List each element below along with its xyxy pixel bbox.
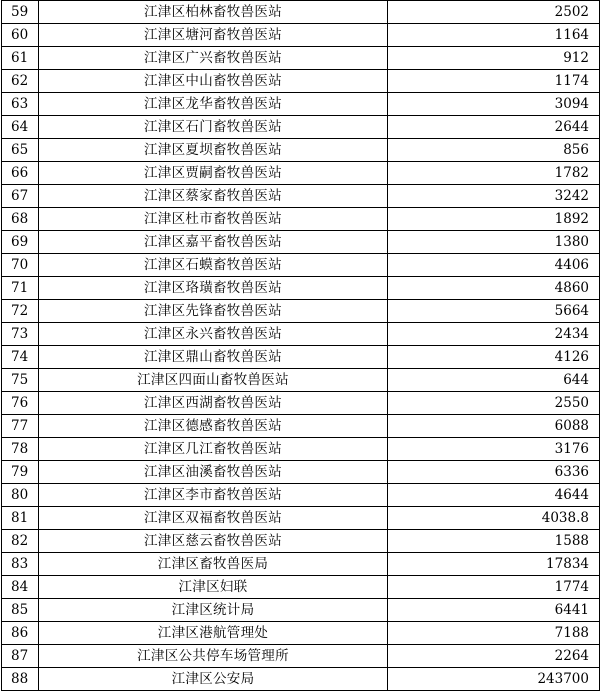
row-number-cell: 78	[2, 438, 39, 461]
row-number-cell: 59	[2, 1, 39, 24]
table-row	[2, 254, 600, 277]
amount-cell: 6441	[388, 599, 600, 622]
row-number-cell: 84	[2, 576, 39, 599]
amount-cell: 1782	[388, 162, 600, 185]
table-row	[2, 461, 600, 484]
table-row	[2, 668, 600, 691]
unit-name-cell: 江津区统计局	[39, 599, 388, 622]
unit-name-cell: 江津区龙华畜牧兽医站	[39, 93, 388, 116]
amount-cell: 3094	[388, 93, 600, 116]
amount-cell: 1164	[388, 24, 600, 47]
table-row	[2, 530, 600, 553]
unit-name-cell: 江津区妇联	[39, 576, 388, 599]
unit-name-cell: 江津区几江畜牧兽医站	[39, 438, 388, 461]
table-row	[2, 346, 600, 369]
amount-cell: 1588	[388, 530, 600, 553]
row-number-cell: 66	[2, 162, 39, 185]
unit-name-cell: 江津区中山畜牧兽医站	[39, 70, 388, 93]
row-number-cell: 60	[2, 24, 39, 47]
unit-name-cell: 江津区柏林畜牧兽医站	[39, 1, 388, 24]
unit-name-cell: 江津区夏坝畜牧兽医站	[39, 139, 388, 162]
row-number-cell: 65	[2, 139, 39, 162]
unit-name-cell: 江津区鼎山畜牧兽医站	[39, 346, 388, 369]
unit-name-cell: 江津区塘河畜牧兽医站	[39, 24, 388, 47]
amount-cell: 5664	[388, 300, 600, 323]
unit-name-cell: 江津区贾嗣畜牧兽医站	[39, 162, 388, 185]
row-number-cell: 72	[2, 300, 39, 323]
table-row	[2, 24, 600, 47]
amount-cell: 1380	[388, 231, 600, 254]
row-number-cell: 68	[2, 208, 39, 231]
table-row	[2, 139, 600, 162]
table-row	[2, 116, 600, 139]
row-number-cell: 81	[2, 507, 39, 530]
amount-cell: 6088	[388, 415, 600, 438]
amount-cell: 2550	[388, 392, 600, 415]
amount-cell: 3242	[388, 185, 600, 208]
data-table	[1, 0, 600, 691]
unit-name-cell: 江津区李市畜牧兽医站	[39, 484, 388, 507]
row-number-cell: 62	[2, 70, 39, 93]
unit-name-cell: 江津区先锋畜牧兽医站	[39, 300, 388, 323]
unit-name-cell: 江津区永兴畜牧兽医站	[39, 323, 388, 346]
row-number-cell: 86	[2, 622, 39, 645]
unit-name-cell: 江津区畜牧兽医局	[39, 553, 388, 576]
unit-name-cell: 江津区珞璜畜牧兽医站	[39, 277, 388, 300]
unit-name-cell: 江津区油溪畜牧兽医站	[39, 461, 388, 484]
unit-name-cell: 江津区港航管理处	[39, 622, 388, 645]
table-row	[2, 208, 600, 231]
table-row	[2, 507, 600, 530]
row-number-cell: 64	[2, 116, 39, 139]
row-number-cell: 63	[2, 93, 39, 116]
row-number-cell: 87	[2, 645, 39, 668]
amount-cell: 2644	[388, 116, 600, 139]
table-row	[2, 323, 600, 346]
table-row	[2, 231, 600, 254]
amount-cell: 4860	[388, 277, 600, 300]
table-row	[2, 484, 600, 507]
table-row	[2, 553, 600, 576]
unit-name-cell: 江津区慈云畜牧兽医站	[39, 530, 388, 553]
amount-cell: 2434	[388, 323, 600, 346]
table-row	[2, 645, 600, 668]
table-row	[2, 392, 600, 415]
amount-cell: 1892	[388, 208, 600, 231]
row-number-cell: 67	[2, 185, 39, 208]
row-number-cell: 76	[2, 392, 39, 415]
row-number-cell: 83	[2, 553, 39, 576]
table-row	[2, 576, 600, 599]
unit-name-cell: 江津区公共停车场管理所	[39, 645, 388, 668]
row-number-cell: 77	[2, 415, 39, 438]
row-number-cell: 79	[2, 461, 39, 484]
table-row	[2, 300, 600, 323]
unit-name-cell: 江津区德感畜牧兽医站	[39, 415, 388, 438]
amount-cell: 3176	[388, 438, 600, 461]
table-row	[2, 70, 600, 93]
amount-cell: 2502	[388, 1, 600, 24]
amount-cell: 6336	[388, 461, 600, 484]
amount-cell: 7188	[388, 622, 600, 645]
data-table-container	[1, 0, 598, 691]
row-number-cell: 82	[2, 530, 39, 553]
unit-name-cell: 江津区四面山畜牧兽医站	[39, 369, 388, 392]
table-row	[2, 1, 600, 24]
table-row	[2, 185, 600, 208]
unit-name-cell: 江津区石门畜牧兽医站	[39, 116, 388, 139]
row-number-cell: 61	[2, 47, 39, 70]
amount-cell: 912	[388, 47, 600, 70]
unit-name-cell: 江津区嘉平畜牧兽医站	[39, 231, 388, 254]
amount-cell: 856	[388, 139, 600, 162]
table-body	[2, 1, 600, 691]
table-row	[2, 47, 600, 70]
unit-name-cell: 江津区西湖畜牧兽医站	[39, 392, 388, 415]
amount-cell: 4126	[388, 346, 600, 369]
amount-cell: 243700	[388, 668, 600, 691]
row-number-cell: 80	[2, 484, 39, 507]
row-number-cell: 85	[2, 599, 39, 622]
table-row	[2, 415, 600, 438]
row-number-cell: 73	[2, 323, 39, 346]
row-number-cell: 75	[2, 369, 39, 392]
table-row	[2, 622, 600, 645]
row-number-cell: 74	[2, 346, 39, 369]
row-number-cell: 71	[2, 277, 39, 300]
unit-name-cell: 江津区石蟆畜牧兽医站	[39, 254, 388, 277]
amount-cell: 4644	[388, 484, 600, 507]
amount-cell: 2264	[388, 645, 600, 668]
table-row	[2, 369, 600, 392]
row-number-cell: 88	[2, 668, 39, 691]
unit-name-cell: 江津区广兴畜牧兽医站	[39, 47, 388, 70]
row-number-cell: 70	[2, 254, 39, 277]
amount-cell: 644	[388, 369, 600, 392]
table-row	[2, 438, 600, 461]
unit-name-cell: 江津区公安局	[39, 668, 388, 691]
table-row	[2, 93, 600, 116]
amount-cell: 1174	[388, 70, 600, 93]
unit-name-cell: 江津区双福畜牧兽医站	[39, 507, 388, 530]
unit-name-cell: 江津区杜市畜牧兽医站	[39, 208, 388, 231]
amount-cell: 1774	[388, 576, 600, 599]
table-row	[2, 599, 600, 622]
row-number-cell: 69	[2, 231, 39, 254]
amount-cell: 4406	[388, 254, 600, 277]
unit-name-cell: 江津区蔡家畜牧兽医站	[39, 185, 388, 208]
table-row	[2, 277, 600, 300]
amount-cell: 17834	[388, 553, 600, 576]
table-row	[2, 162, 600, 185]
amount-cell: 4038.8	[388, 507, 600, 530]
